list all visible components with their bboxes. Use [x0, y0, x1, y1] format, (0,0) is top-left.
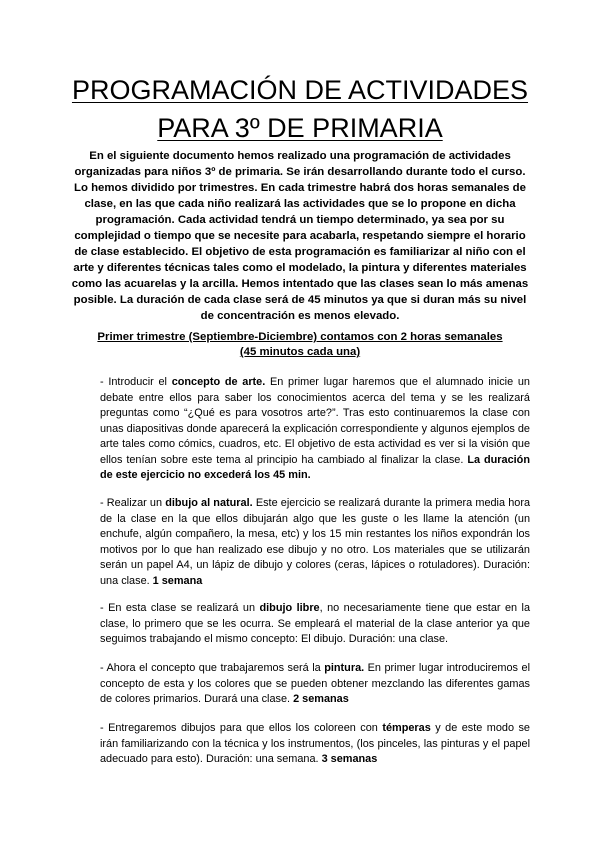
item-duration: La duración de este ejercicio no excederá los 45 min. [100, 453, 530, 481]
item-text: y de este modo se irán familiarizando con la técnica y los instrumentos, (los pinceles, las pinturas y el papel adecuado para esto). Duración: una semana. [100, 722, 530, 765]
item-text: Este ejercicio se realizará durante la primera media hora de la clase en la que ellos dibujarán algo que les guste o les llame la atención (un enchufe, algún compañero, la mesa, etc) y los 15 min restantes los niños expondrán los motivos por lo que han realizado ese dibujo y no otro. Los materiales que se utilizarán serán un papel A4, un lápiz de dibujo y colores (ceras, lápices o rotuladores). Duración: una clase. [100, 497, 531, 587]
item-duration: 1 semana [152, 574, 203, 587]
item-text: En primer lugar haremos que el alumnado inicie un debate entre ellos para saber los conocimientos acerca del tema y se les realizará preguntas como “¿Qué es para vosotros arte?”. Tras esto continuaremos la clase con unas diapositivas donde aparecerá la explicación correspondiente y algunos ejemplos de arte tales como cómics, cuadros, etc. El objetivo de esta actividad es ver si la visión que ellos tenían sobre este tema al principio ha cambiado al finalizar la clase. [100, 376, 530, 466]
activity-painting [100, 661, 530, 708]
item-text: - En esta clase se realizará un [100, 602, 260, 614]
item-duration: 3 semanas [321, 753, 378, 765]
item-text: - Realizar un [100, 497, 166, 509]
item-text: , no necesariamente tiene que estar en la clase, lo primero que se les ocurra. Se empleará el material de la clase anterior ya que seguimos trabajando el mismo concepto: El dibujo. Duración: una clase. [100, 602, 530, 645]
item-bold: pintura. [324, 662, 365, 674]
activity-free-drawing [100, 601, 530, 648]
intro-paragraph: En el siguiente documento hemos realizado una programación de actividades organizadas para niños 3º de primaria. Se irán desarrollando durante todo el curso. Lo hemos dividido por trimestres. En cada trimestre habrá dos horas semanales de clase, en las que cada niño realizará las actividades que se lo propone en dicha programación. Cada actividad tendrá un tiempo determinado, ya sea por su complejidad o tiempo que se necesite para acabarla, respetando siempre el horario de clase establecido. El objetivo de esta programación es familiarizar al niño con el arte y diferentes técnicas tales como el modelado, la pintura y diferentes materiales como las acuarelas y la arcilla. Hemos intentado que las clases sean lo más amenas posible. La duración de cada clase será de 45 minutos ya que si duran más su nivel de concentración es menos elevado. [71, 150, 529, 322]
activity-natural-drawing [100, 496, 530, 589]
section-heading-first-trimester: Primer trimestre (Septiembre-Diciembre) contamos con 2 horas semanales (45 minutos cada una) [97, 331, 503, 358]
item-bold: témperas [382, 722, 431, 734]
item-text: En primer lugar introduciremos el concepto de esta y los colores que se pueden obtener mezclando las diferentes gamas de colores primarios. Durará una clase. [100, 662, 530, 705]
item-duration: 2 semanas [293, 693, 349, 705]
item-text: - Entregaremos dibujos para que ellos los coloreen con [100, 722, 383, 734]
title-line-2: PARA 3º DE PRIMARIA [157, 113, 443, 143]
item-text: - Ahora el concepto que trabajaremos será la [100, 662, 325, 674]
activity-concept-of-art [100, 375, 530, 484]
title-line-1: PROGRAMACIÓN DE ACTIVIDADES [71, 75, 529, 105]
item-text: - Introducir el [100, 376, 172, 388]
item-bold: dibujo al natural. [165, 497, 253, 509]
item-bold: dibujo libre [259, 602, 320, 614]
activity-tempera [100, 721, 530, 768]
item-bold: concepto de arte. [171, 376, 266, 388]
